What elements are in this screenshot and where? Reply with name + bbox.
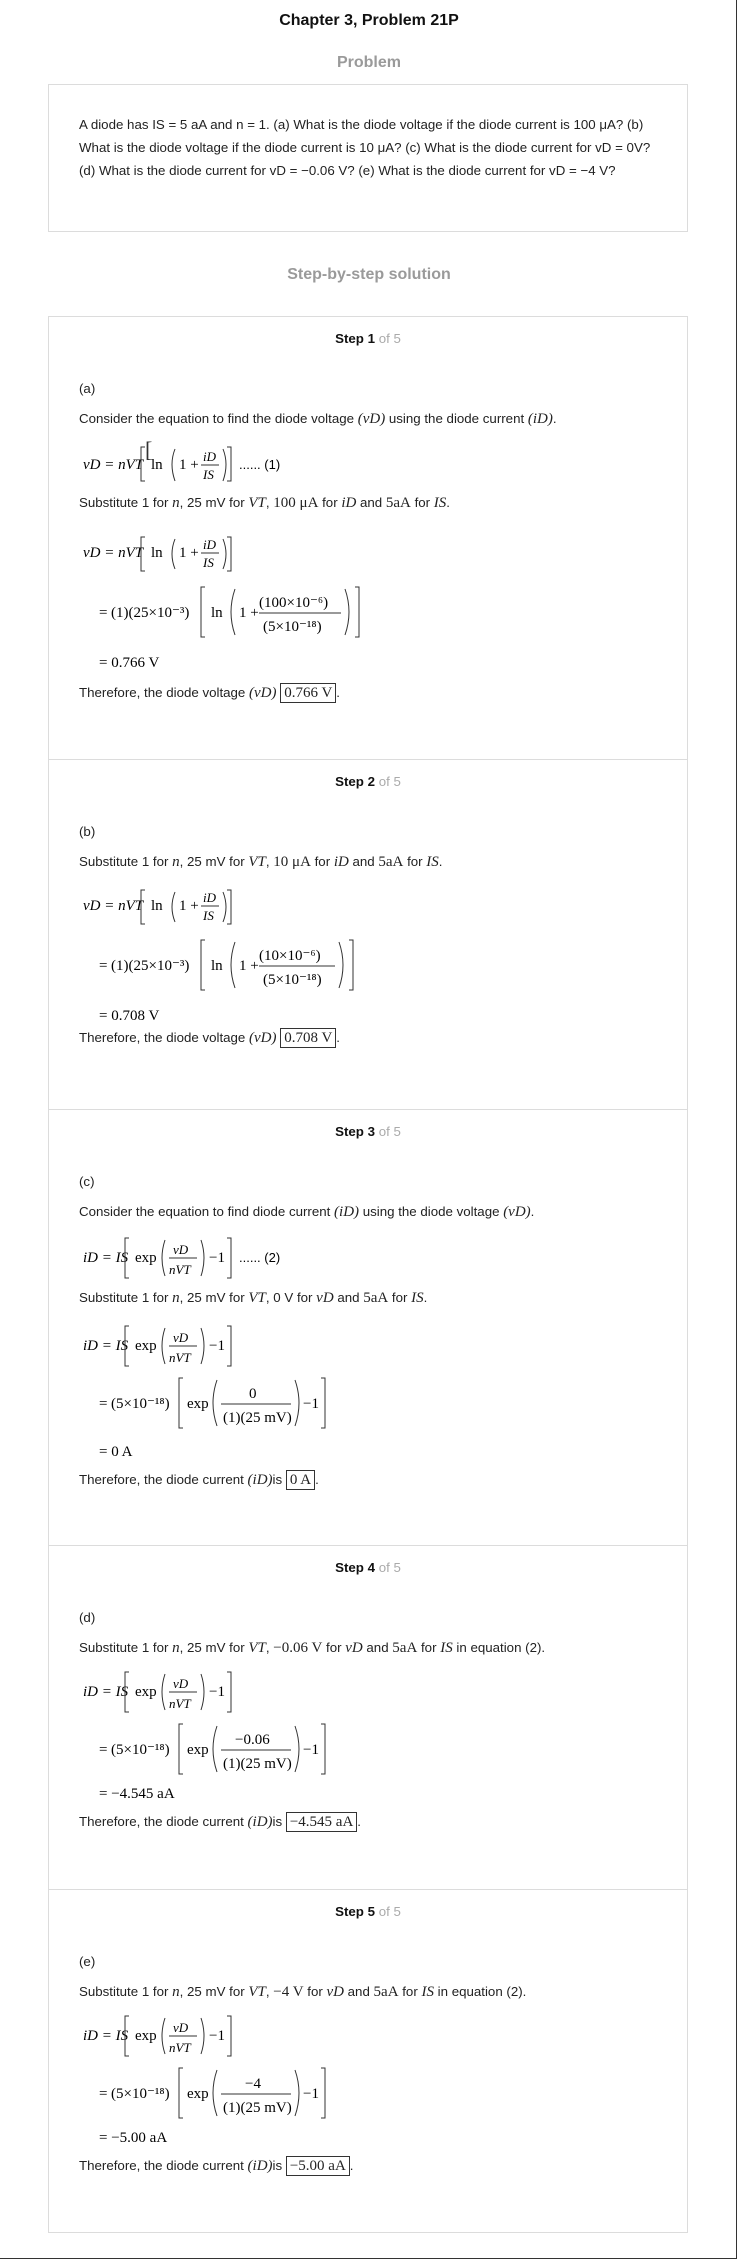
page-title: Chapter 3, Problem 21P <box>279 12 459 29</box>
svg-text:0: 0 <box>249 1386 257 1402</box>
svg-text:−1: −1 <box>209 1684 225 1700</box>
substitution-text: Substitute 1 for n, 25 mV for VT, 10 μA for iD and 5aA for IS. <box>79 854 443 870</box>
svg-text:1 +: 1 + <box>239 605 259 621</box>
step-count: of 5 <box>378 331 401 346</box>
calculation-block <box>79 1668 399 1818</box>
step-header <box>49 1560 687 1575</box>
svg-text:(5×10⁻¹⁸): (5×10⁻¹⁸) <box>263 619 322 635</box>
part-label: (c) <box>79 1174 95 1189</box>
conclusion-text: Therefore, the diode current (iD)is −5.00 aA . <box>79 2158 354 2174</box>
svg-text:(5×10⁻¹⁸): (5×10⁻¹⁸) <box>263 972 322 988</box>
svg-text:−0.06: −0.06 <box>235 1732 270 1748</box>
step-count: of 5 <box>378 1124 401 1139</box>
svg-text:= −5.00 aA: = −5.00 aA <box>99 2130 168 2146</box>
svg-text:1 +: 1 + <box>179 545 199 561</box>
step-card-4 <box>48 1545 688 1890</box>
step-count: of 5 <box>378 774 401 789</box>
svg-text:= 0 A: = 0 A <box>99 1444 133 1460</box>
svg-text:exp: exp <box>135 1250 157 1266</box>
svg-text:(5×10⁻¹⁸): (5×10⁻¹⁸) <box>111 2086 170 2102</box>
svg-text:= 0.766 V: = 0.766 V <box>99 655 160 671</box>
svg-text:nVT: nVT <box>169 1696 191 1711</box>
svg-text:exp: exp <box>187 2086 209 2102</box>
solution-heading: Step-by-step solution <box>287 266 451 283</box>
svg-text:(5×10⁻¹⁸): (5×10⁻¹⁸) <box>111 1396 170 1412</box>
svg-text:(10×10⁻⁶): (10×10⁻⁶) <box>259 948 321 964</box>
equation-1 <box>79 439 339 489</box>
part-label: (b) <box>79 824 96 839</box>
conclusion-text: Therefore, the diode current (iD)is −4.545 aA . <box>79 1814 361 1830</box>
svg-text:nVT: nVT <box>169 1350 191 1365</box>
svg-text:exp: exp <box>187 1396 209 1412</box>
svg-text:ln: ln <box>151 545 163 561</box>
step-label: Step 2 <box>335 774 375 789</box>
svg-text:vD: vD <box>173 1242 189 1257</box>
conclusion-text: Therefore, the diode voltage (vD) 0.766 V . <box>79 685 340 701</box>
part-label: (d) <box>79 1610 96 1625</box>
svg-text:=: = <box>99 1396 108 1412</box>
problem-heading: Problem <box>336 54 401 71</box>
step-card-1 <box>48 316 688 760</box>
svg-text:−4: −4 <box>245 2076 261 2092</box>
intro-text: Consider the equation to find diode current (iD) using the diode voltage (vD). <box>79 1204 535 1220</box>
step-card-3 <box>48 1109 688 1546</box>
answer-box: 0 A <box>286 1470 315 1490</box>
svg-text:iD: iD <box>203 890 216 905</box>
svg-text:(5×10⁻¹⁸): (5×10⁻¹⁸) <box>111 1742 170 1758</box>
calculation-block <box>79 2012 399 2162</box>
calculation-block <box>79 533 399 683</box>
conclusion-text: Therefore, the diode voltage (vD) 0.708 V . <box>79 1030 340 1046</box>
svg-text:vD = nVT: vD = nVT <box>83 545 144 561</box>
step-header <box>49 774 687 789</box>
answer-box: 0.766 V <box>280 683 336 703</box>
answer-box: 0.708 V <box>280 1028 336 1048</box>
svg-text:nVT: nVT <box>169 1262 191 1277</box>
answer-box: −4.545 aA <box>286 1812 357 1832</box>
calculation-block <box>79 886 399 1036</box>
svg-text:vD: vD <box>173 1676 189 1691</box>
svg-text:IS: IS <box>203 555 214 570</box>
equation-2 <box>79 1232 339 1284</box>
svg-text:−1: −1 <box>209 2028 225 2044</box>
svg-text:(1)(25×10⁻³): (1)(25×10⁻³) <box>111 958 190 974</box>
svg-text:IS: IS <box>203 908 214 923</box>
svg-text:iD = IS: iD = IS <box>83 2028 129 2044</box>
substitution-text: Substitute 1 for n, 25 mV for VT, −4 V for vD and 5aA for IS in equation (2). <box>79 1984 527 2000</box>
svg-text:vD = nVT: vD = nVT <box>83 898 144 914</box>
step-card-5 <box>48 1889 688 2233</box>
part-label: (a) <box>79 381 96 396</box>
svg-text:= 0.708 V: = 0.708 V <box>99 1008 160 1024</box>
problem-text: A diode has IS = 5 aA and n = 1. (a) What is the diode voltage if the diode current is 100 μA? (b) What is the diode voltage if the diode current is 10 μA? (c) What is the diode current for vD = 0V? (d) What is the diode current for vD = −0.06 V? (e) What is the diode current for vD = −4 V? <box>79 117 651 178</box>
part-label: (e) <box>79 1954 96 1969</box>
step-header <box>49 1124 687 1139</box>
svg-text:(1)(25 mV): (1)(25 mV) <box>223 1410 292 1426</box>
svg-text:1 +: 1 + <box>179 457 199 473</box>
step-card-2 <box>48 759 688 1110</box>
substitution-text: Substitute 1 for n, 25 mV for VT, −0.06 V for vD and 5aA for IS in equation (2). <box>79 1640 546 1656</box>
intro-text: Consider the equation to find the diode voltage (vD) using the diode current (iD). <box>79 411 557 427</box>
svg-text:iD = IS: iD = IS <box>83 1684 129 1700</box>
svg-text:−1: −1 <box>209 1250 225 1266</box>
svg-text:=: = <box>99 2086 108 2102</box>
step-header <box>49 1904 687 1919</box>
svg-text:= −4.545 aA: = −4.545 aA <box>99 1786 175 1802</box>
svg-text:(1)(25×10⁻³): (1)(25×10⁻³) <box>111 605 190 621</box>
svg-text:ln: ln <box>211 605 223 621</box>
svg-text:iD: iD <box>203 449 216 464</box>
svg-text:1 +: 1 + <box>239 958 259 974</box>
svg-text:[: [ <box>145 437 153 462</box>
svg-text:(1)(25 mV): (1)(25 mV) <box>223 1756 292 1772</box>
svg-text:−1: −1 <box>209 1338 225 1354</box>
step-header <box>49 331 687 346</box>
svg-text:...... (2): ...... (2) <box>239 1250 281 1265</box>
svg-text:ln: ln <box>151 457 163 473</box>
svg-text:nVT: nVT <box>169 2040 191 2055</box>
problem-box <box>48 84 688 232</box>
svg-text:−1: −1 <box>303 1396 319 1412</box>
substitution-text: Substitute 1 for n, 25 mV for VT, 0 V for vD and 5aA for IS. <box>79 1290 428 1306</box>
svg-text:exp: exp <box>135 1684 157 1700</box>
step-label: Step 1 <box>335 331 375 346</box>
svg-text:1 +: 1 + <box>179 898 199 914</box>
substitution-text: Substitute 1 for n, 25 mV for VT, 100 μA for iD and 5aA for IS. <box>79 495 450 511</box>
step-label: Step 3 <box>335 1124 375 1139</box>
svg-text:vD: vD <box>173 2020 189 2035</box>
svg-text:ln: ln <box>211 958 223 974</box>
svg-text:vD: vD <box>173 1330 189 1345</box>
step-label: Step 4 <box>335 1560 375 1575</box>
conclusion-text: Therefore, the diode current (iD)is 0 A . <box>79 1472 319 1488</box>
svg-text:vD = nVT: vD = nVT <box>83 457 144 473</box>
svg-text:iD = IS: iD = IS <box>83 1250 129 1266</box>
svg-text:iD = IS: iD = IS <box>83 1338 129 1354</box>
svg-text:IS: IS <box>203 467 214 482</box>
svg-text:(1)(25 mV): (1)(25 mV) <box>223 2100 292 2116</box>
svg-text:iD: iD <box>203 537 216 552</box>
svg-text:exp: exp <box>135 2028 157 2044</box>
svg-text:=: = <box>99 605 108 621</box>
svg-text:ln: ln <box>151 898 163 914</box>
svg-text:−1: −1 <box>303 2086 319 2102</box>
svg-text:−1: −1 <box>303 1742 319 1758</box>
step-count: of 5 <box>378 1904 401 1919</box>
svg-text:=: = <box>99 958 108 974</box>
calculation-block <box>79 1322 399 1472</box>
step-count: of 5 <box>378 1560 401 1575</box>
svg-text:exp: exp <box>135 1338 157 1354</box>
svg-text:...... (1): ...... (1) <box>239 457 281 472</box>
answer-box: −5.00 aA <box>286 2156 350 2176</box>
step-label: Step 5 <box>335 1904 375 1919</box>
svg-text:(100×10⁻⁶): (100×10⁻⁶) <box>259 595 329 611</box>
svg-text:exp: exp <box>187 1742 209 1758</box>
svg-text:=: = <box>99 1742 108 1758</box>
